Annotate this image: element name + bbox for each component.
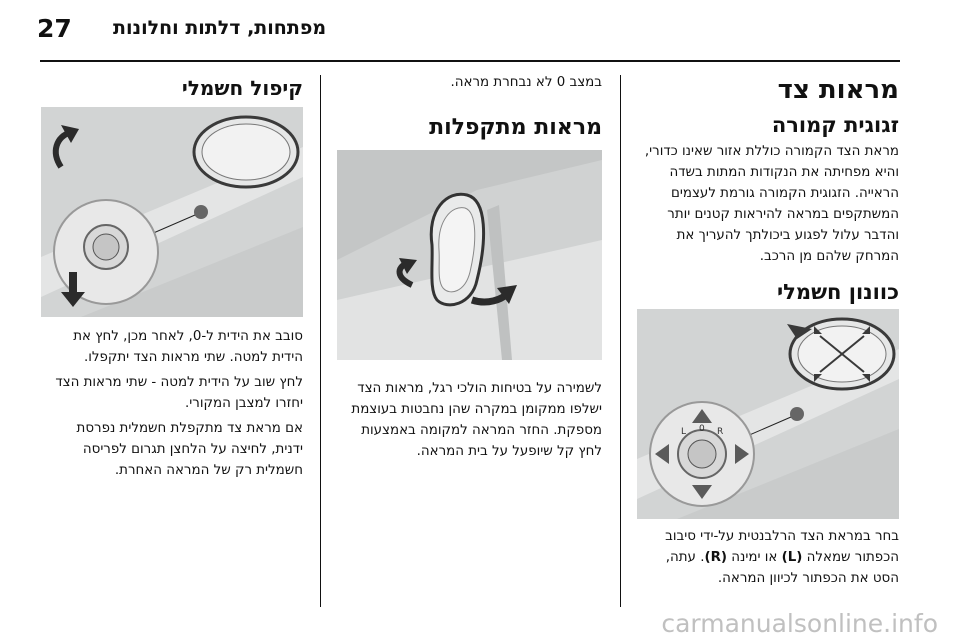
- folding-mirror-figure: [337, 150, 602, 360]
- electric-folding-text-1: סובב את הידית ל-0, לאחר מכן, לחץ את הידית למטה. שתי מראות הצד יתקפלו.: [73, 329, 303, 365]
- right-column: [637, 72, 899, 307]
- electric-adjust-figure: [637, 309, 899, 519]
- electric-folding-text-3: אם מראת צד מתקפלת חשמלית נפרסת ידנית, לחיצה על הלחצן תגרום לפריסה חשמלית רק של המראה האחרת.: [76, 421, 303, 478]
- knob-label-left: L: [681, 427, 687, 437]
- section-title-electric-folding: קיפול חשמלי: [181, 76, 303, 100]
- folding-mirror-illustration: [337, 150, 602, 360]
- knob-label-zero: 0: [699, 424, 705, 434]
- middle-column: [337, 72, 602, 144]
- page-number: 27: [37, 14, 72, 43]
- sub-title-convex: זגוגית קמורה: [771, 113, 899, 137]
- electric-adjust-illustration: [637, 309, 899, 519]
- folding-paragraph-wrap: [337, 378, 602, 462]
- sub-title-electric: כוונון חשמלי: [777, 280, 899, 304]
- folding-paragraph: לשמירה על בטיחות הולכי רגל, מראות הצד ישלפו ממקומן במקרה שהן נחבטות בעוצמת מספקת. החזר המראה למקומה באמצעות לחץ קל שיופעל על בית המראה.: [351, 381, 602, 459]
- electric-text-1: בחר במראת הצד הרלבנטית על-ידי סיבוב הכפתור שמאלה: [665, 529, 899, 565]
- column-divider: [320, 75, 321, 607]
- position-zero-text: במצב 0 לא נבחרת מראה.: [450, 75, 602, 90]
- electric-text-2: או ימינה: [727, 550, 782, 565]
- electric-folding-text-2: לחץ שוב על הידית למטה - שתי מראות הצד יחזרו למצבן המקורי.: [55, 375, 303, 411]
- knob-label-right: R: [717, 427, 724, 437]
- electric-R: (R): [704, 550, 728, 565]
- electric-folding-illustration: [41, 107, 303, 317]
- electric-folding-paragraphs: [41, 326, 303, 481]
- column-divider: [620, 75, 621, 607]
- electric-text-3: . עתה, הסט את הכפתור לכיוון המראה.: [665, 550, 899, 586]
- watermark: carmanualsonline.info: [661, 609, 938, 638]
- electric-paragraph: [637, 526, 899, 589]
- header-rule: [40, 60, 900, 62]
- convex-paragraph: מראת הצד הקמורה כוללת אזור שאינו כדורי, והיא מפחיתה את הנקודות המתות בשדה הראייה. הזגוגית הקמורה גורמת לעצמים המשתקפים במראה להיראות קטנים יותר והדבר עלול לפגוע ביכולתך להעריך את המרחק שלהם מן הרכב.: [644, 144, 899, 264]
- electric-L: (L): [781, 550, 803, 565]
- section-title-side-mirrors: מראות צד: [777, 75, 899, 105]
- page-header-title: מפתחות, דלתות וחלונות: [113, 17, 327, 39]
- left-column: [41, 72, 303, 104]
- electric-paragraph-wrap: [637, 526, 899, 589]
- section-title-folding: מראות מתקפלות: [429, 115, 602, 140]
- electric-folding-figure: [41, 107, 303, 317]
